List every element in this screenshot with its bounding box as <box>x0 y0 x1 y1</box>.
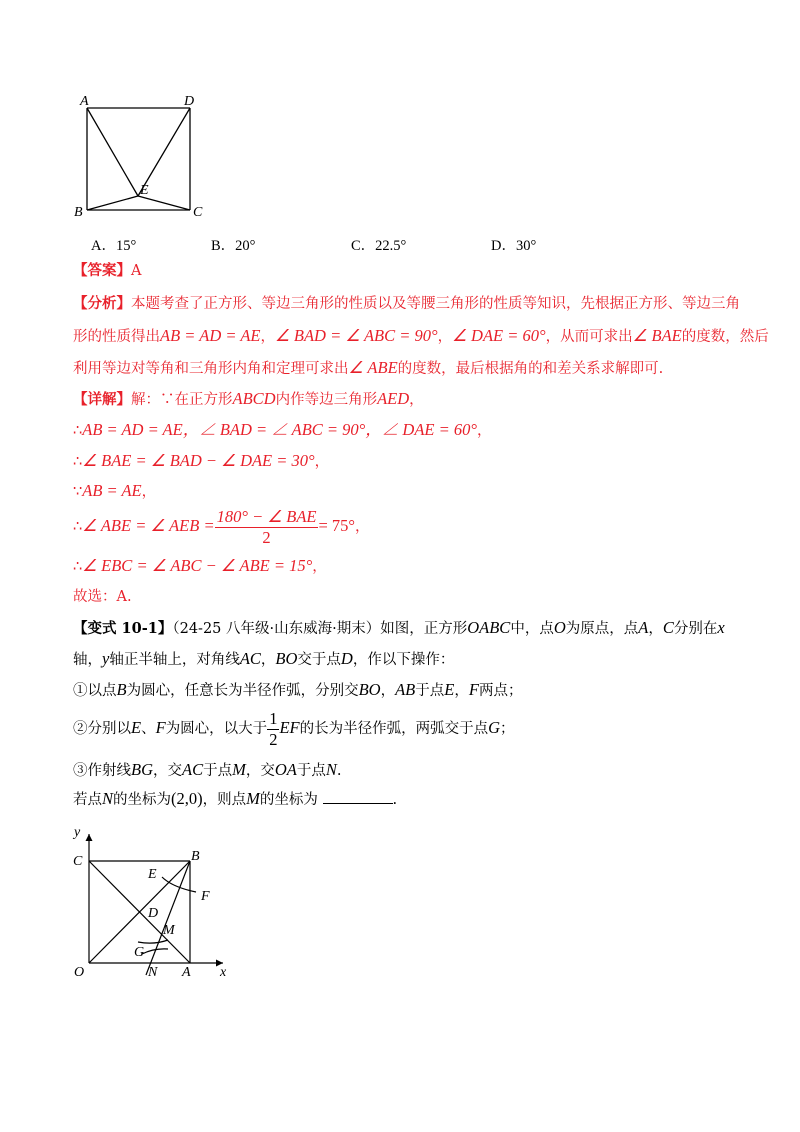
figure-square-oabc <box>68 824 238 984</box>
label-o: O <box>74 965 85 980</box>
variant-text: ； <box>500 721 515 737</box>
analysis-text: 形的性质得出 <box>73 329 160 345</box>
variant-text: ， <box>454 683 469 699</box>
variant-text: ②分别以 <box>73 721 131 737</box>
fraction-numerator: 1 <box>269 708 278 728</box>
math: EF <box>279 718 300 737</box>
analysis-line-1 <box>73 294 740 314</box>
detail-text: ， <box>312 559 327 575</box>
label-c: C <box>73 854 83 869</box>
variant-text: ， <box>380 683 396 699</box>
variant-text: 的坐标为 <box>259 792 318 808</box>
option-d: D．30° <box>491 238 537 254</box>
detail-line-5 <box>73 506 370 548</box>
detail-text: ， <box>409 392 424 408</box>
math: x <box>717 618 725 637</box>
math: E <box>131 718 142 737</box>
detail-text: ， <box>476 423 492 439</box>
math: ∠ BAE <box>632 326 682 345</box>
detail-tag: 【详解】 <box>73 391 131 408</box>
label-y: y <box>74 825 81 840</box>
math: AC <box>182 760 204 779</box>
variant-text: 两点； <box>478 683 523 699</box>
label-e: E <box>148 867 157 882</box>
label-e: E <box>140 183 149 198</box>
detail-text: ∴ <box>73 559 83 575</box>
math: D <box>340 649 353 668</box>
analysis-text: ，从而可求出 <box>545 329 633 345</box>
math: ∠ BAD = ∠ ABC = 90° <box>274 326 438 345</box>
detail-text: ∴ <box>73 454 83 470</box>
label-f: F <box>201 889 210 904</box>
variant-text: . <box>392 792 398 808</box>
variant-text: 为圆心，以大于 <box>165 721 268 737</box>
variant-step-3 <box>73 760 341 781</box>
math: OABC <box>467 618 511 637</box>
math: F <box>468 680 479 699</box>
math: F <box>155 718 166 737</box>
math: = 75° <box>318 516 356 535</box>
math: N <box>102 789 114 808</box>
detail-text: 故选：A. <box>73 589 132 605</box>
option-a: A．15° <box>91 238 137 254</box>
label-x: x <box>220 965 227 980</box>
variant-question <box>73 789 397 810</box>
math: M <box>246 789 260 808</box>
label-n: N <box>148 965 158 980</box>
label-d: D <box>184 94 195 109</box>
math: AB = AD = AE，∠ BAD = ∠ ABC = 90°，∠ DAE = 60° <box>82 420 477 439</box>
math: N <box>325 760 337 779</box>
answer-blank[interactable] <box>323 789 393 804</box>
math: AB <box>395 680 416 699</box>
analysis-tag: 【分析】 <box>73 295 131 312</box>
detail-line-4 <box>73 481 156 502</box>
analysis-text: 的度数，然后 <box>681 329 769 345</box>
detail-text: ∵ <box>73 484 83 500</box>
variant-text: 为原点，点 <box>565 621 639 637</box>
math: BG <box>131 760 153 779</box>
detail-line-3 <box>73 451 329 472</box>
detail-text: ， <box>141 484 157 500</box>
analysis-text: ， <box>260 329 275 345</box>
math: ∠ ABE = ∠ AEB = <box>82 516 215 535</box>
variant-text: 、 <box>141 721 156 737</box>
detail-text: 内作等边三角形 <box>275 392 378 408</box>
variant-text: ，交 <box>153 763 182 779</box>
label-a: A <box>80 94 89 109</box>
variant-text: 分别在 <box>673 621 718 637</box>
math: ∠ ABE <box>348 358 398 377</box>
math: y <box>102 649 110 668</box>
math: AB = AD = AE <box>160 326 261 345</box>
analysis-text: 利用等边对等角和三角形内角和定理可求出 <box>73 361 349 377</box>
detail-line-2 <box>73 420 491 441</box>
detail-line-6 <box>73 556 327 577</box>
figure-square-abcd <box>72 90 212 222</box>
variant-text: 于点 <box>296 763 326 779</box>
math: (2,0) <box>171 789 203 808</box>
variant-text: . <box>336 763 342 779</box>
math: G <box>488 718 501 737</box>
variant-text: 轴， <box>73 652 102 668</box>
variant-text: 的长为半径作弧，两弧交于点 <box>299 721 489 737</box>
variant-text: 轴正半轴上，对角线 <box>109 652 240 668</box>
math: AB = AE <box>82 481 142 500</box>
math: A <box>638 618 649 637</box>
detail-line-1 <box>73 389 424 410</box>
fraction-denominator: 2 <box>262 527 271 547</box>
variant-text: 中，点 <box>510 621 554 637</box>
analysis-line-3 <box>73 358 663 379</box>
label-b: B <box>191 849 200 864</box>
variant-text: 于点 <box>203 763 233 779</box>
math: ∠ DAE = 60° <box>452 326 546 345</box>
detail-line-7 <box>73 587 132 607</box>
variant-text: ①以点 <box>73 683 117 699</box>
math: ABCD <box>232 389 276 408</box>
variant-step-2 <box>73 708 515 750</box>
label-b: B <box>74 205 83 220</box>
label-g: G <box>134 945 145 960</box>
detail-text: ， <box>314 454 330 470</box>
math: AC <box>239 649 261 668</box>
fraction-denominator: 2 <box>269 729 278 749</box>
variant-tag: 【变式 10-1】 <box>73 620 173 637</box>
analysis-text: 的度数，最后根据角的和差关系求解即可. <box>397 361 664 377</box>
variant-text: ，交 <box>245 763 275 779</box>
option-c: C．22.5° <box>351 238 407 254</box>
variant-text: ③作射线 <box>73 763 131 779</box>
detail-text: ∴ <box>73 423 83 439</box>
variant-text: 的坐标为 <box>113 792 172 808</box>
variant-step-1 <box>73 680 522 701</box>
fraction-one-half <box>267 709 279 750</box>
variant-text: 于点 <box>415 683 445 699</box>
math: M <box>232 760 246 779</box>
variant-line-2 <box>73 649 454 670</box>
detail-text: 解：∵在正方形 <box>131 392 233 408</box>
variant-text: ， <box>648 621 663 637</box>
variant-text: （24-25 八年级·山东威海·期末）如图，正方形 <box>172 621 468 637</box>
answer-line <box>73 261 141 281</box>
analysis-text-1: 本题考查了正方形、等边三角形的性质以及等腰三角形的性质等知识，先根据正方形、等边三角 <box>131 296 740 312</box>
answer-value: A <box>131 263 142 279</box>
fraction-numerator: 180° − ∠ BAE <box>216 506 317 526</box>
math: C <box>662 618 674 637</box>
variant-text: 若点 <box>73 792 102 808</box>
detail-text: ， <box>355 519 370 535</box>
math: OA <box>274 760 297 779</box>
analysis-line-2 <box>73 326 769 347</box>
label-m: M <box>163 923 175 938</box>
analysis-text: ， <box>437 329 453 345</box>
math: BO <box>358 680 381 699</box>
math: O <box>553 618 566 637</box>
math: AED <box>377 389 410 408</box>
math: ∠ BAE = ∠ BAD − ∠ DAE = 30° <box>82 451 315 470</box>
math: BO <box>275 649 298 668</box>
variant-text: 为圆心，任意长为半径作弧，分别交 <box>126 683 359 699</box>
math: B <box>116 680 127 699</box>
label-c: C <box>193 205 203 220</box>
option-b: B．20° <box>211 238 256 254</box>
variant-text: ， <box>260 652 276 668</box>
fraction <box>215 507 319 548</box>
variant-line-1 <box>73 618 725 639</box>
math: ∠ EBC = ∠ ABC − ∠ ABE = 15° <box>82 556 313 575</box>
detail-text: ∴ <box>73 519 83 535</box>
label-d: D <box>148 906 159 921</box>
label-a: A <box>182 965 191 980</box>
variant-text: ，作以下操作： <box>352 652 455 668</box>
answer-tag: 【答案】 <box>73 262 131 279</box>
variant-text: 交于点 <box>297 652 341 668</box>
variant-text: ，则点 <box>202 792 247 808</box>
math: E <box>444 680 455 699</box>
